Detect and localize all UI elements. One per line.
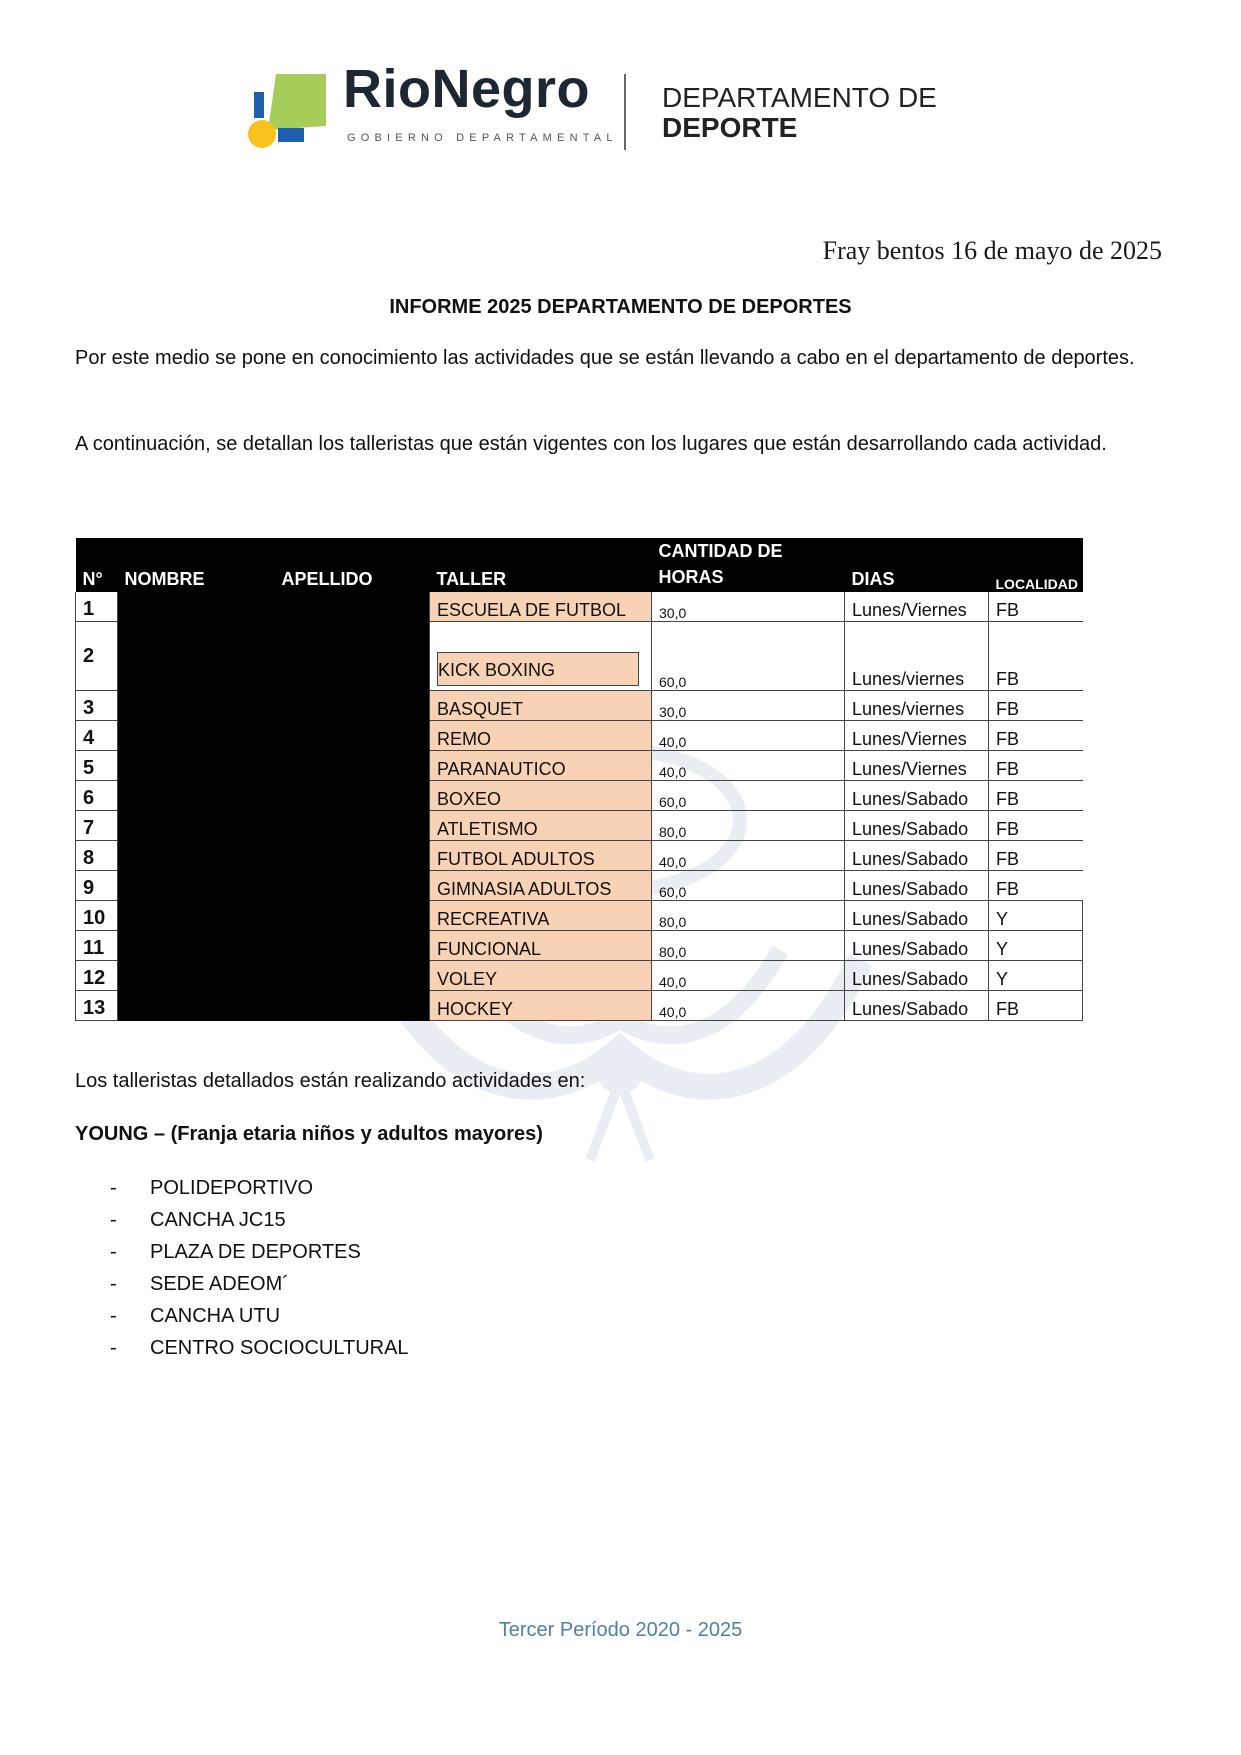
row-number: 12	[76, 961, 118, 991]
localidad-cell: FB	[989, 781, 1083, 811]
dash-bullet: -	[110, 1241, 117, 1263]
document-title: INFORME 2025 DEPARTAMENTO DE DEPORTES	[389, 296, 852, 318]
redacted-nombre	[118, 931, 275, 961]
table-row	[76, 961, 1083, 991]
dias-cell: Lunes/Sabado	[845, 811, 989, 841]
taller-cell: ATLETISMO	[430, 811, 652, 841]
header-apellido: APELLIDO	[275, 538, 430, 592]
talleristas-table	[75, 538, 1083, 1021]
redacted-apellido	[275, 901, 430, 931]
list-item	[110, 1172, 409, 1204]
dias-cell: Lunes/viernes	[845, 691, 989, 721]
location-label: CANCHA UTU	[150, 1305, 281, 1327]
localidad-cell: FB	[989, 691, 1083, 721]
row-number: 1	[76, 592, 118, 622]
table-row	[76, 841, 1083, 871]
header-nombre: NOMBRE	[118, 538, 275, 592]
taller-cell: PARANAUTICO	[430, 751, 652, 781]
redacted-apellido	[275, 931, 430, 961]
row-number: 2	[76, 622, 118, 691]
localidad-cell: FB	[989, 811, 1083, 841]
table-row	[76, 622, 1083, 691]
table-row	[76, 721, 1083, 751]
table-header-row	[76, 538, 1083, 592]
redacted-nombre	[118, 961, 275, 991]
localidad-cell: Y	[989, 961, 1083, 991]
row-number: 10	[76, 901, 118, 931]
taller-cell: FUTBOL ADULTOS	[430, 841, 652, 871]
redacted-apellido	[275, 841, 430, 871]
taller-cell: GIMNASIA ADULTOS	[430, 871, 652, 901]
list-item	[110, 1204, 409, 1236]
taller-cell: FUNCIONAL	[430, 931, 652, 961]
table-row	[76, 871, 1083, 901]
list-item	[110, 1268, 409, 1300]
table-row	[76, 811, 1083, 841]
row-number: 3	[76, 691, 118, 721]
table-row	[76, 901, 1083, 931]
row-number: 9	[76, 871, 118, 901]
localidad-cell: FB	[989, 751, 1083, 781]
localidad-cell: FB	[989, 991, 1083, 1021]
dias-cell: Lunes/Sabado	[845, 991, 989, 1021]
horas-cell: 40,0	[652, 751, 845, 781]
taller-cell	[430, 622, 652, 691]
locations-intro: Los talleristas detallados están realizando actividades en:	[75, 1070, 586, 1092]
dash-bullet: -	[110, 1209, 117, 1231]
location-label: PLAZA DE DEPORTES	[150, 1241, 361, 1263]
list-item	[110, 1236, 409, 1268]
taller-label: KICK BOXING	[437, 652, 639, 686]
taller-cell: RECREATIVA	[430, 901, 652, 931]
redacted-nombre	[118, 871, 275, 901]
header-taller: TALLER	[430, 538, 652, 592]
localidad-cell: Y	[989, 901, 1083, 931]
dias-cell: Lunes/Viernes	[845, 751, 989, 781]
locations-list	[110, 1172, 409, 1364]
taller-cell: BOXEO	[430, 781, 652, 811]
table-row	[76, 691, 1083, 721]
redacted-apellido	[275, 691, 430, 721]
list-item	[110, 1300, 409, 1332]
taller-cell: ESCUELA DE FUTBOL	[430, 592, 652, 622]
intro-paragraph: Por este medio se pone en conocimiento las actividades que se están llevando a cabo en el departamento de deportes.	[75, 347, 1135, 369]
horas-cell: 60,0	[652, 622, 845, 691]
location-label: CANCHA JC15	[150, 1209, 286, 1231]
horas-cell: 30,0	[652, 592, 845, 622]
localidad-cell: FB	[989, 721, 1083, 751]
redacted-apellido	[275, 781, 430, 811]
brand-subtitle: GOBIERNO DEPARTAMENTAL	[347, 132, 618, 144]
horas-cell: 80,0	[652, 931, 845, 961]
horas-cell: 60,0	[652, 871, 845, 901]
localidad-cell: FB	[989, 592, 1083, 622]
list-item	[110, 1332, 409, 1364]
dash-bullet: -	[110, 1305, 117, 1327]
department-title-line2: DEPORTE	[662, 112, 798, 143]
localidad-cell: Y	[989, 931, 1083, 961]
row-number: 5	[76, 751, 118, 781]
redacted-nombre	[118, 781, 275, 811]
location-label: POLIDEPORTIVO	[150, 1177, 314, 1199]
young-heading: YOUNG – (Franja etaria niños y adultos mayores)	[75, 1123, 543, 1145]
row-number: 4	[76, 721, 118, 751]
redacted-nombre	[118, 592, 275, 622]
taller-cell: REMO	[430, 721, 652, 751]
table-row	[76, 781, 1083, 811]
redacted-apellido	[275, 961, 430, 991]
redacted-nombre	[118, 691, 275, 721]
detail-paragraph: A continuación, se detallan los talleristas que están vigentes con los lugares que están desarrollando cada actividad.	[75, 433, 1107, 455]
horas-cell: 30,0	[652, 691, 845, 721]
taller-cell: VOLEY	[430, 961, 652, 991]
dias-cell: Lunes/Sabado	[845, 841, 989, 871]
location-label: SEDE ADEOM´	[150, 1273, 289, 1295]
redacted-apellido	[275, 991, 430, 1021]
redacted-nombre	[118, 721, 275, 751]
redacted-nombre	[118, 841, 275, 871]
redacted-nombre	[118, 751, 275, 781]
header-dias: DIAS	[845, 538, 989, 592]
dash-bullet: -	[110, 1273, 117, 1295]
redacted-apellido	[275, 592, 430, 622]
header-horas: CANTIDAD DE HORAS	[652, 538, 845, 592]
localidad-cell: FB	[989, 622, 1083, 691]
redacted-nombre	[118, 622, 275, 691]
horas-cell: 40,0	[652, 961, 845, 991]
row-number: 11	[76, 931, 118, 961]
dias-cell: Lunes/Sabado	[845, 781, 989, 811]
row-number: 13	[76, 991, 118, 1021]
redacted-apellido	[275, 751, 430, 781]
header-localidad: LOCALIDAD	[989, 538, 1083, 592]
redacted-apellido	[275, 622, 430, 691]
dias-cell: Lunes/Sabado	[845, 901, 989, 931]
dias-cell: Lunes/Sabado	[845, 931, 989, 961]
redacted-apellido	[275, 871, 430, 901]
horas-cell: 40,0	[652, 841, 845, 871]
location-label: CENTRO SOCIOCULTURAL	[150, 1337, 409, 1359]
localidad-cell: FB	[989, 841, 1083, 871]
redacted-nombre	[118, 991, 275, 1021]
dash-bullet: -	[110, 1177, 117, 1199]
dias-cell: Lunes/Sabado	[845, 871, 989, 901]
row-number: 6	[76, 781, 118, 811]
localidad-cell: FB	[989, 871, 1083, 901]
footer-period: Tercer Período 2020 - 2025	[498, 1619, 743, 1641]
rionegro-logo-icon	[248, 72, 328, 154]
dash-bullet: -	[110, 1337, 117, 1359]
horas-cell: 60,0	[652, 781, 845, 811]
redacted-nombre	[118, 901, 275, 931]
table-row	[76, 751, 1083, 781]
horas-cell: 80,0	[652, 901, 845, 931]
horas-cell: 80,0	[652, 811, 845, 841]
redacted-apellido	[275, 811, 430, 841]
header-divider	[624, 74, 626, 150]
table-row	[76, 592, 1083, 622]
redacted-nombre	[118, 811, 275, 841]
department-title-line1: DEPARTAMENTO DE	[662, 82, 937, 113]
document-date: Fray bentos 16 de mayo de 2025	[822, 236, 1162, 265]
dias-cell: Lunes/Viernes	[845, 592, 989, 622]
dias-cell: Lunes/Viernes	[845, 721, 989, 751]
dias-cell: Lunes/viernes	[845, 622, 989, 691]
brand-name: RioNegro	[343, 59, 590, 119]
row-number: 7	[76, 811, 118, 841]
table-row	[76, 991, 1083, 1021]
row-number: 8	[76, 841, 118, 871]
taller-cell: BASQUET	[430, 691, 652, 721]
header-num: N°	[76, 538, 118, 592]
dias-cell: Lunes/Sabado	[845, 961, 989, 991]
horas-cell: 40,0	[652, 991, 845, 1021]
taller-cell: HOCKEY	[430, 991, 652, 1021]
table-row	[76, 931, 1083, 961]
redacted-apellido	[275, 721, 430, 751]
horas-cell: 40,0	[652, 721, 845, 751]
